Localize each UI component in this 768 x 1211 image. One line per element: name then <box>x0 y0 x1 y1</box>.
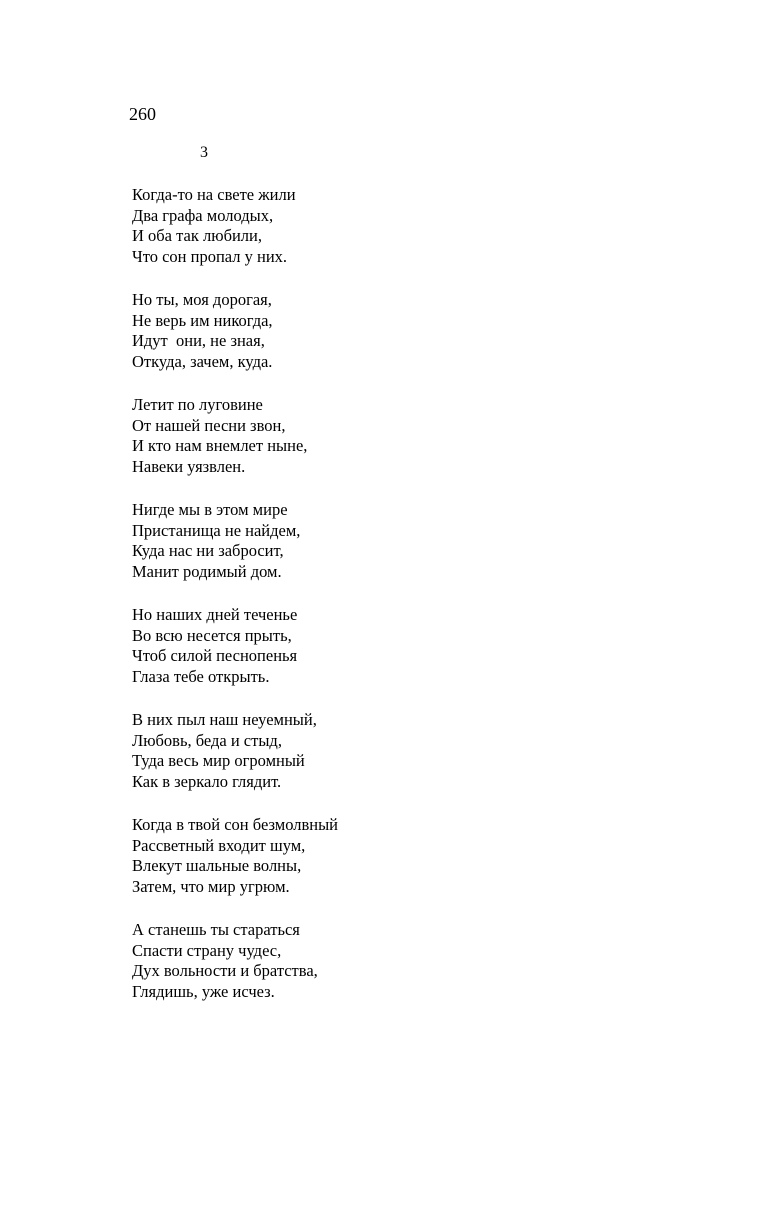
poem-line: Что сон пропал у них. <box>132 247 288 267</box>
poem-line: Любовь, беда и стыд, <box>132 730 282 750</box>
poem-line: Но наших дней теченье <box>132 605 298 624</box>
poem <box>132 185 732 1025</box>
poem-line: Рассветный входит шум, <box>132 835 306 855</box>
poem-line: Дух вольности и братства, <box>132 961 318 981</box>
page-number: 260 <box>129 104 156 124</box>
poem-line: А станешь ты стараться <box>132 920 300 939</box>
poem-line: И оба так любили, <box>132 226 262 246</box>
poem-line: В них пыл наш неуемный, <box>132 710 317 729</box>
poem-line: Влекут шальные волны, <box>132 856 302 876</box>
poem-line: Спасти страну чудес, <box>132 940 282 960</box>
stanza <box>132 710 732 793</box>
poem-line: Когда в твой сон безмолвный <box>132 815 338 834</box>
poem-line: Откуда, зачем, куда. <box>132 352 273 372</box>
poem-line: Глядишь, уже исчез. <box>132 982 275 1002</box>
poem-line: Летит по луговине <box>132 395 263 414</box>
poem-line: Когда-то на свете жили <box>132 185 296 204</box>
poem-line: Два графа молодых, <box>132 205 274 225</box>
poem-line: Туда весь мир огромный <box>132 751 305 771</box>
stanza <box>132 605 732 688</box>
poem-line: Идут они, не зная, <box>132 331 265 351</box>
poem-line: Куда нас ни забросит, <box>132 541 284 561</box>
stanza <box>132 395 732 478</box>
poem-line: И кто нам внемлет ныне, <box>132 436 308 456</box>
stanza <box>132 500 732 583</box>
poem-line: Во всю несется прыть, <box>132 625 292 645</box>
poem-line: Пристанища не найдем, <box>132 520 301 540</box>
poem-line: Не верь им никогда, <box>132 310 273 330</box>
stanza <box>132 290 732 373</box>
poem-line: Но ты, моя дорогая, <box>132 290 272 309</box>
stanza <box>132 920 732 1003</box>
stanza <box>132 185 732 268</box>
poem-line: От нашей песни звон, <box>132 415 286 435</box>
poem-line: Нигде мы в этом мире <box>132 500 288 519</box>
poem-line: Манит родимый дом. <box>132 562 282 582</box>
poem-line: Чтоб силой песнопенья <box>132 646 298 666</box>
stanza <box>132 815 732 898</box>
poem-line: Навеки уязвлен. <box>132 457 246 477</box>
section-number: 3 <box>200 144 208 161</box>
poem-line: Как в зеркало глядит. <box>132 772 282 792</box>
poem-line: Глаза тебе открыть. <box>132 667 270 687</box>
poem-line: Затем, что мир угрюм. <box>132 877 290 897</box>
